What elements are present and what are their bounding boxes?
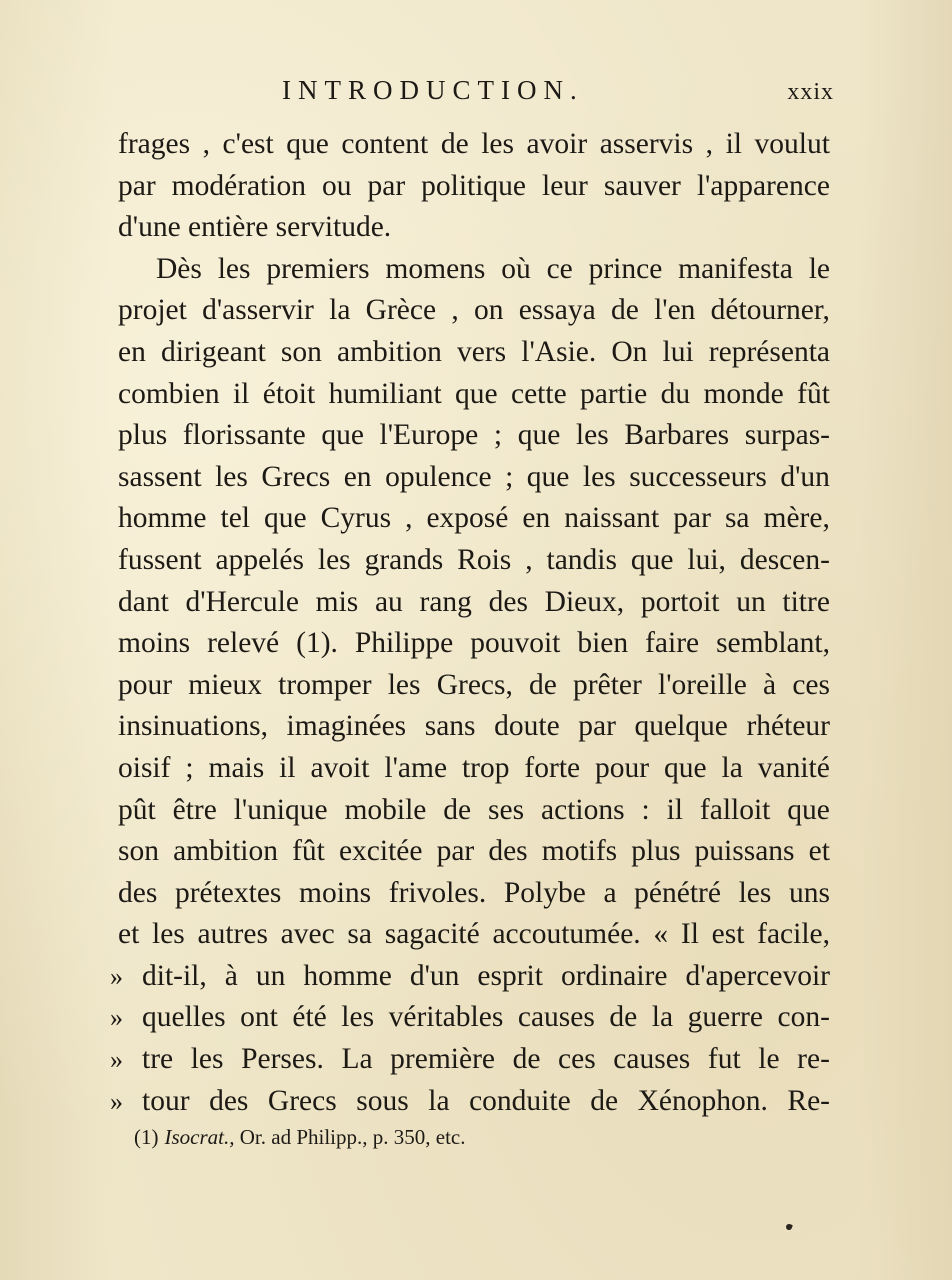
text-line: en dirigeant son ambition vers l'Asie. On lui représenta: [118, 335, 830, 368]
text-line: » tour des Grecs sous la conduite de Xénophon. Re-: [118, 1081, 830, 1123]
quotation-mark: »: [110, 1086, 123, 1116]
text-line: des prétextes moins frivoles. Polybe a pénétré les uns: [118, 876, 830, 909]
text-line: oisif ; mais il avoit l'ame trop forte pour que la vanité: [118, 751, 830, 784]
footnote-source: Isocrat.,: [164, 1125, 235, 1149]
text-line: » tre les Perses. La première de ces causes fut le re-: [118, 1039, 830, 1081]
text-line: pût être l'unique mobile de ses actions : il falloit que: [118, 793, 830, 826]
footnote: [134, 1122, 465, 1152]
text-line: et les autres avec sa sagacité accoutumée. « Il est facile,: [118, 918, 830, 951]
text-line: dant d'Hercule mis au rang des Dieux, portoit un titre: [118, 585, 830, 618]
text-line: projet d'asservir la Grèce , on essaya de l'en détourner,: [118, 294, 830, 327]
text-line: fussent appelés les grands Rois , tandis que lui, descen-: [118, 543, 830, 576]
ink-speck: [785, 1223, 793, 1231]
text-line: insinuations, imaginées sans doute par quelque rhéteur: [118, 710, 830, 743]
text-line: plus florissante que l'Europe ; que les Barbares surpas-: [118, 419, 830, 452]
text-line: pour mieux tromper les Grecs, de prêter l'oreille à ces: [118, 668, 830, 701]
quotation-mark: »: [110, 1045, 123, 1075]
text-line: combien il étoit humiliant que cette partie du monde fût: [118, 377, 830, 410]
running-head-title: INTRODUCTION.: [282, 75, 584, 105]
text-line: moins relevé (1). Philippe pouvoit bien faire semblant,: [118, 627, 830, 660]
page-number: xxix: [787, 79, 834, 105]
text-line: Dès les premiers momens où ce prince manifesta le: [156, 252, 830, 285]
text-line: sassent les Grecs en opulence ; que les successeurs d'un: [118, 460, 830, 493]
running-head: [118, 70, 834, 110]
text-line: frages , c'est que content de les avoir asservis , il voulut: [118, 128, 830, 160]
footnote-reference: Or. ad Philipp., p. 350, etc.: [239, 1125, 466, 1149]
quotation-mark: »: [110, 1003, 123, 1033]
text-line: » dit-il, à un homme d'un esprit ordinaire d'apercevoir: [118, 956, 830, 998]
text-line: d'une entière servitude.: [118, 211, 392, 244]
footnote-marker: (1): [134, 1125, 159, 1149]
quotation-mark: »: [110, 961, 123, 991]
body-text: [110, 124, 830, 1122]
text-line: par modération ou par politique leur sauver l'apparence: [118, 169, 830, 202]
text-line: » quelles ont été les véritables causes de la guerre con-: [118, 997, 830, 1039]
text-line: son ambition fût excitée par des motifs plus puissans et: [118, 835, 830, 868]
text-line: homme tel que Cyrus , exposé en naissant par sa mère,: [118, 502, 830, 535]
